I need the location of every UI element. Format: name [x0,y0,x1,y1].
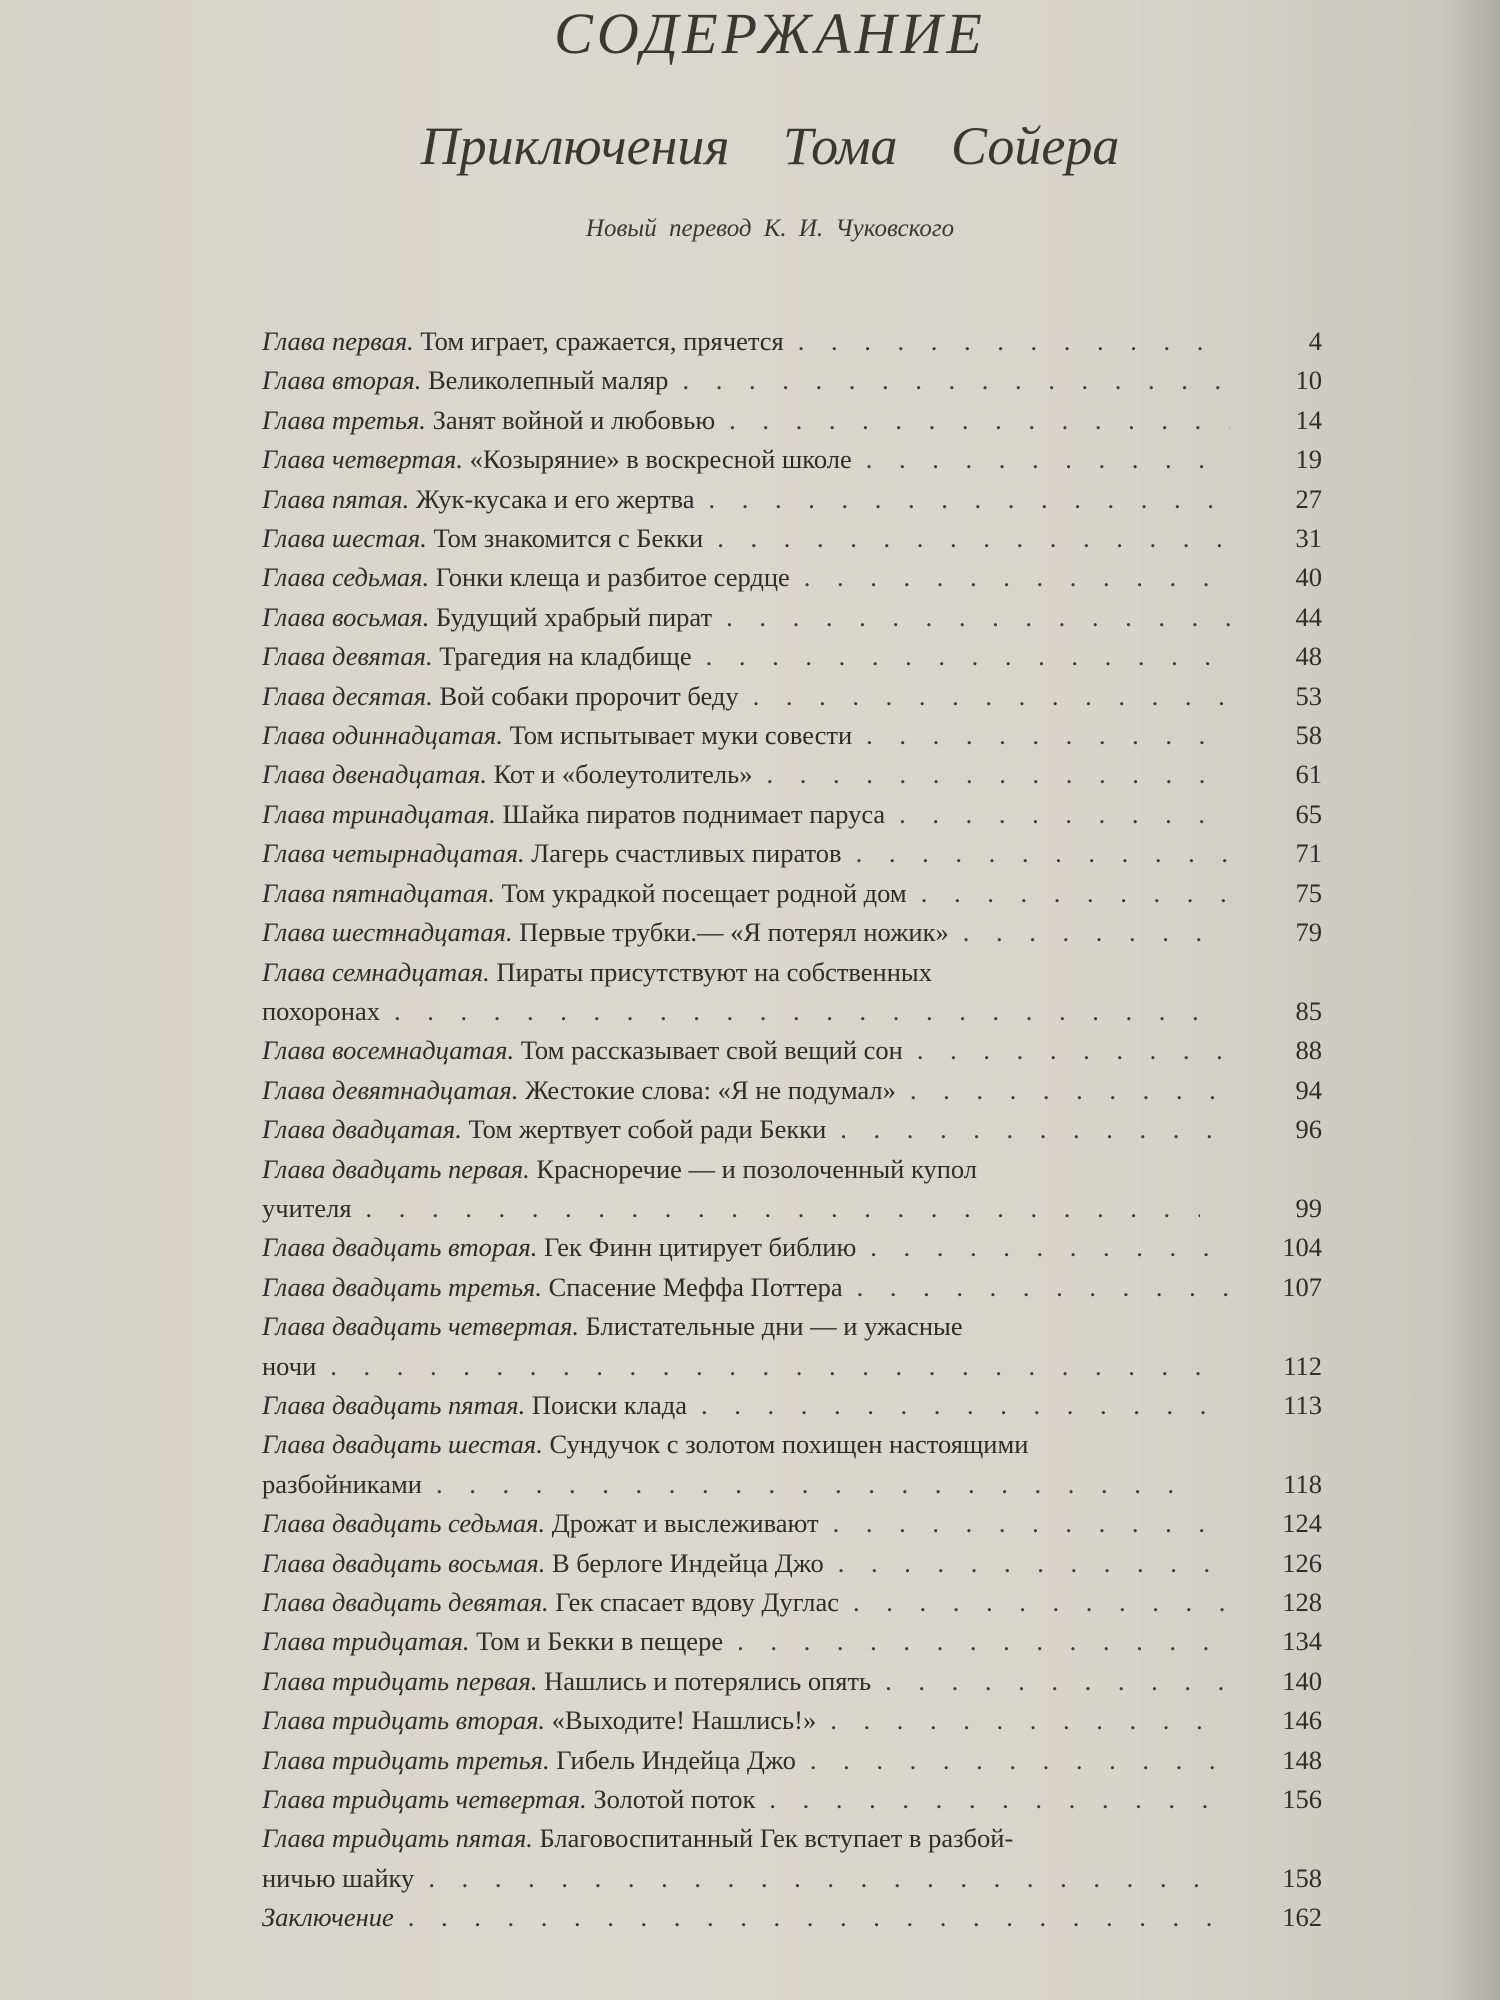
toc-entry-title-line [262,1272,843,1302]
chapter-title: Сундучок с золотом похищен настоящими [549,1429,1029,1460]
toc-entry [262,1780,1322,1819]
toc-entry [262,1110,1322,1149]
page-number: 148 [1282,1744,1322,1775]
toc-entry-text [262,480,1230,519]
toc-entry-title-line [262,484,694,514]
page-number: 4 [1308,326,1322,356]
chapter-label: Глава первая. [262,326,414,356]
chapter-title: Благовоспитанный Гек вступает в разбой- [539,1823,1014,1854]
toc-entry-title-line [262,1154,977,1184]
chapter-title: Гек спасает вдову Дуглас [555,1587,840,1617]
toc-entry-title-line [262,957,932,987]
page-number: 162 [1282,1902,1322,1933]
toc-entry-title-line [262,1705,816,1735]
page-number: 79 [1295,917,1322,948]
toc-entry [262,1701,1322,1740]
chapter-label: Глава девятнадцатая. [262,1074,519,1105]
chapter-label: Глава двадцать первая. [262,1153,530,1184]
toc-entry-title-line [262,1035,903,1065]
toc-entry-text [262,1150,1230,1229]
page-number: 104 [1282,1232,1322,1263]
toc-entry [262,953,1322,1032]
toc-entry-title-line [262,1114,826,1144]
toc-entry-text [262,677,1230,716]
chapter-label: Глава тридцать первая. [262,1665,538,1696]
chapter-label: Глава девятая. [262,641,433,672]
toc-entry [262,440,1322,479]
chapter-label: Глава тридцать четвертая. [262,1784,587,1815]
chapter-title: Жестокие слова: «Я не подумал» [525,1074,896,1105]
toc-entry-title-line [262,1311,963,1341]
toc-entry-title-line [262,1902,394,1932]
toc-entry-title-line [262,1666,871,1696]
toc-entry-title-line [262,1232,856,1262]
page-number: 156 [1282,1784,1322,1815]
page-number: 14 [1295,404,1322,435]
toc-entry-title-line [262,1745,796,1775]
toc-entry-text [262,1031,1230,1070]
chapter-label: Глава четырнадцатая. [262,838,525,869]
chapter-title: Будущий храбрый пират [435,601,713,632]
chapter-label: Глава тридцать третья. [262,1744,550,1775]
toc-entry [262,1031,1322,1070]
toc-entry-text [262,1268,1230,1307]
toc-entry-text [262,1425,1230,1504]
page-number: 48 [1295,641,1322,672]
page-number: 107 [1282,1271,1322,1302]
toc-entry-title-line [262,759,753,789]
toc-entry [262,834,1322,873]
toc-entry [262,558,1322,597]
toc-entry-text [262,1780,1230,1819]
page-number: 113 [1283,1389,1322,1420]
toc-entry-title-line [262,681,739,711]
toc-entry-text [262,637,1230,676]
toc-entry [262,677,1322,716]
chapter-title-continuation-text: разбойниками [262,1468,422,1499]
toc-entry [262,1504,1322,1543]
chapter-title: Занят войной и любовью [432,404,716,435]
chapter-title-continuation-text: ничью шайку [262,1862,415,1893]
chapter-title: Жук-кусака и его жертва [415,483,695,514]
chapter-title: Нашлись и потерялись опять [544,1665,872,1696]
chapter-title: Блистательные дни — и ужасные [585,1311,963,1342]
page-number: 88 [1295,1035,1322,1066]
chapter-label: Глава двадцать седьмая. [262,1508,546,1539]
chapter-label: Глава одиннадцатая. [262,720,503,751]
toc-entry-title-line [262,720,852,750]
toc-entry-title-line [262,1784,755,1814]
chapter-title: Поиски клада [531,1389,687,1420]
toc-entry-text [262,401,1230,440]
toc-entry-text [262,519,1230,558]
toc-entry-title-line [262,1429,1028,1459]
toc-entry-text [262,874,1230,913]
page-number: 53 [1295,680,1322,711]
chapter-title: Пираты присутствуют на собственных [496,956,932,987]
toc-entry-text [262,1662,1230,1701]
page-number: 128 [1282,1587,1322,1617]
chapter-title-continuation [262,1347,1200,1386]
toc-entry-title-line [262,1390,687,1420]
translator-note: Новый перевод К. И. Чуковского [585,215,955,242]
toc-entry-title-line [262,1823,1013,1853]
toc-entry [262,1583,1322,1622]
toc-entry [262,401,1322,440]
toc-entry-text [262,440,1230,479]
page-number: 124 [1282,1508,1322,1539]
chapter-label: Глава тридцать вторая. [262,1705,546,1736]
toc-entry [262,1071,1322,1110]
toc-entry-title-line [262,917,949,947]
toc-entry [262,1307,1322,1386]
page-edge-shadow [1440,0,1500,2000]
toc-entry-text [262,1741,1230,1780]
chapter-label: Глава двадцать вторая. [262,1232,538,1263]
toc-entry-title-line [262,799,885,829]
page-number: 126 [1282,1547,1322,1578]
chapter-title: Том и Бекки в пещере [476,1626,724,1657]
chapter-title: Гек Финн цитирует библию [543,1232,857,1263]
chapter-title-continuation-text: ночи [262,1350,317,1381]
chapter-label: Глава третья. [262,404,426,435]
chapter-title-continuation [262,1859,1200,1898]
chapter-title: В берлоге Индейца Джо [551,1547,824,1578]
chapter-title: Вой собаки пророчит беду [439,680,739,711]
chapter-title: Гибель Индейца Джо [556,1744,796,1775]
chapter-title: «Козыряние» в воскресной школе [469,444,852,475]
toc-entry-text [262,1307,1230,1386]
chapter-title: Том украдкой посещает родной дом [501,877,907,908]
page-number: 158 [1282,1862,1322,1893]
chapter-title-continuation [262,992,1200,1031]
chapter-label: Глава двадцать четвертая. [262,1311,580,1342]
toc-entry-text [262,1386,1230,1425]
table-of-contents [262,322,1322,1938]
chapter-label: Глава десятая. [262,680,433,711]
toc-entry-title-line [262,1548,824,1578]
toc-entry [262,1819,1322,1898]
page-number: 85 [1295,995,1322,1026]
page-number: 65 [1295,798,1322,829]
toc-entry-title-line [262,1626,723,1656]
toc-entry-title-line [262,444,852,474]
toc-entry [262,716,1322,755]
chapter-label: Глава двенадцатая. [262,759,487,790]
toc-entry-title-line [262,641,692,671]
page-number: 44 [1295,601,1322,632]
chapter-label: Глава двадцать шестая. [262,1429,543,1460]
toc-entry [262,637,1322,676]
toc-entry [262,795,1322,834]
chapter-label: Глава двадцать пятая. [262,1389,526,1420]
chapter-title-continuation-text: учителя [262,1192,352,1223]
page-number: 96 [1295,1114,1322,1145]
toc-entry-text [262,755,1230,794]
chapter-title: Том знакомится с Бекки [433,523,704,554]
chapter-label: Глава четвертая. [262,444,464,475]
page-title: СОДЕРЖАНИЕ [554,1,986,66]
toc-entry-text [262,322,1230,361]
toc-entry-title-line [262,1587,839,1617]
chapter-label: Глава двадцать третья. [262,1271,542,1302]
page-number: 94 [1295,1074,1322,1105]
toc-entry-title-line [262,838,842,868]
toc-entry-text [262,834,1230,873]
chapter-title: Великолепный маляр [427,365,669,396]
chapter-label: Глава двадцать девятая. [262,1587,549,1617]
chapter-label: Глава тридцать пятая. [262,1823,533,1854]
page-number: 99 [1295,1192,1322,1223]
toc-entry [262,1662,1322,1701]
chapter-title: Том испытывает муки совести [509,720,853,751]
toc-entry-text [262,1544,1230,1583]
toc-entry-title-line [262,523,703,553]
page-number: 10 [1295,365,1322,396]
toc-entry [262,1386,1322,1425]
page-number: 61 [1295,759,1322,790]
page-number: 40 [1295,562,1322,593]
toc-entry-text [262,1228,1230,1267]
chapter-title: Шайка пиратов поднимает паруса [502,798,886,829]
toc-entry [262,1898,1322,1937]
toc-entry-title-line [262,562,790,592]
toc-entry [262,1622,1322,1661]
toc-entry-text [262,1110,1230,1149]
chapter-label: Глава двадцать восьмая. [262,1547,546,1578]
chapter-label: Глава седьмая. [262,562,430,593]
chapter-label: Глава двадцатая. [262,1114,462,1145]
toc-entry [262,1741,1322,1780]
toc-entry [262,1425,1322,1504]
toc-entry-text [262,598,1230,637]
chapter-title-continuation [262,1465,1200,1504]
toc-entry [262,1268,1322,1307]
toc-entry-text [262,1583,1230,1622]
page-number: 134 [1282,1626,1322,1657]
chapter-label: Глава восьмая. [262,601,430,632]
chapter-title-continuation-text: похоронах [262,995,380,1026]
toc-entry [262,480,1322,519]
chapter-title: Том рассказывает свой вещий сон [520,1035,903,1066]
chapter-label: Глава шестнадцатая. [262,917,513,948]
toc-entry-title-line [262,1075,896,1105]
toc-entry-text [262,1504,1230,1543]
toc-entry-title-line [262,365,668,395]
page-number: 75 [1295,877,1322,908]
chapter-label: Глава семнадцатая. [262,956,490,987]
toc-entry [262,874,1322,913]
chapter-title: Трагедия на кладбище [439,641,692,672]
chapter-label: Глава тринадцатая. [262,798,496,829]
page-number: 27 [1295,483,1322,514]
chapter-title: Гонки клеща и разбитое сердце [435,562,790,593]
chapter-title-continuation [262,1189,1200,1228]
page-number: 31 [1295,523,1322,554]
toc-entry-text [262,361,1230,400]
page-number: 118 [1283,1468,1322,1499]
chapter-title: Первые трубки.— «Я потерял ножик» [519,917,949,948]
toc-entry-text [262,1819,1230,1898]
toc-entry-title-line [262,1508,819,1538]
chapter-title: Дрожат и выслеживают [551,1508,819,1539]
chapter-label: Глава пятая. [262,483,410,514]
toc-entry-text [262,558,1230,597]
toc-entry [262,755,1322,794]
chapter-label: Заключение [262,1902,394,1933]
toc-entry-title-line [262,602,712,632]
toc-entry-text [262,1622,1230,1661]
page-number: 140 [1282,1665,1322,1696]
toc-entry [262,361,1322,400]
book-title: Приключения Тома Сойера [420,116,1120,176]
toc-entry [262,519,1322,558]
page-number: 19 [1295,444,1322,475]
toc-entry-title-line [262,405,715,435]
chapter-title: Красноречие — и позолоченный купол [536,1153,978,1184]
toc-entry-text [262,1071,1230,1110]
chapter-label: Глава тридцатая. [262,1626,470,1657]
chapter-title: Том жертвует собой ради Бекки [468,1114,827,1145]
chapter-title: Золотой поток [593,1784,756,1815]
chapter-label: Глава шестая. [262,523,427,554]
toc-entry-title-line [262,326,784,356]
toc-entry [262,1228,1322,1267]
chapter-label: Глава пятнадцатая. [262,877,495,908]
toc-entry [262,1150,1322,1229]
chapter-title: Лагерь счастливых пиратов [531,838,842,869]
toc-entry-text [262,795,1230,834]
toc-entry-text [262,716,1230,755]
toc-entry-title-line [262,878,907,908]
chapter-title: «Выходите! Нашлись!» [551,1705,817,1736]
chapter-title: Том играет, сражается, прячется [420,326,784,356]
chapter-title: Спасение Меффа Поттера [548,1271,843,1302]
chapter-label: Глава вторая. [262,365,422,396]
page-number: 58 [1295,720,1322,751]
toc-entry [262,1544,1322,1583]
toc-entry-text [262,1898,1230,1937]
chapter-label: Глава восемнадцатая. [262,1035,515,1066]
toc-entry-text [262,913,1230,952]
toc-entry-text [262,953,1230,1032]
page-number: 112 [1283,1350,1322,1381]
page-number: 71 [1295,838,1322,869]
page-number: 146 [1282,1705,1322,1736]
toc-entry [262,598,1322,637]
chapter-title: Кот и «болеутолитель» [493,759,753,790]
toc-entry [262,913,1322,952]
toc-entry [262,322,1322,361]
toc-entry-text [262,1701,1230,1740]
